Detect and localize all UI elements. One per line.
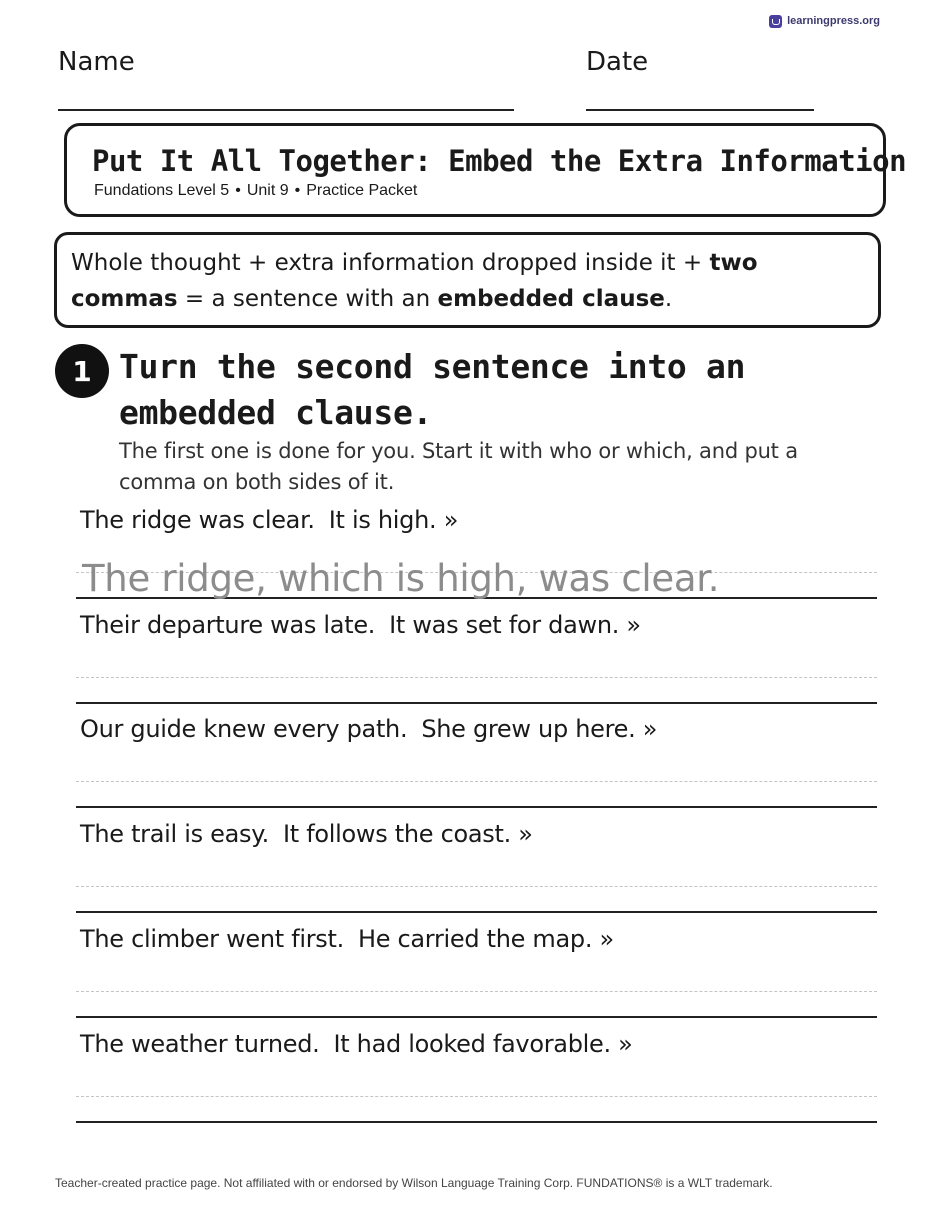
rule-bold-1: two commas [71,250,758,312]
brand-mark [769,12,880,30]
exercise-item [76,820,877,925]
writing-line[interactable] [76,702,877,704]
main-sentence: Their departure was late. [80,611,376,639]
main-sentence: The ridge was clear. [80,506,315,534]
arrow-marker: » [626,611,641,639]
arrow-marker: » [642,715,658,743]
title-box [64,123,907,217]
name-label: Name [58,47,135,77]
main-sentence: The trail is easy. [80,820,270,848]
book-icon [769,15,782,28]
name-line [58,109,514,111]
writing-line[interactable] [76,1121,877,1123]
dashed-guide-line [76,886,877,887]
exercise-prompt [80,715,657,743]
exercise-prompt [80,925,614,953]
writing-line[interactable] [76,806,877,808]
writing-line[interactable] [76,1016,877,1018]
exercise-prompt [80,506,458,534]
rule-text-1: Whole thought + extra information dropped inside it + [71,250,710,276]
subtitle-separator: • [294,182,301,199]
extra-sentence: It follows the coast. [283,820,511,848]
extra-sentence: It had looked favorable. [333,1030,611,1058]
date-label: Date [586,47,649,77]
page-title: Put It All Together: Embed the Extra Information [92,144,907,178]
writing-line[interactable] [76,911,877,913]
subtitle-packet: Practice Packet [306,182,418,199]
exercise-item [76,1030,877,1135]
extra-sentence: He carried the map. [357,925,593,953]
dashed-guide-line [76,677,877,678]
dashed-guide-line [76,781,877,782]
step-instructions: The first one is done for you. Start it with who or which, and put a comma on both sides of it. [119,439,798,494]
exercise-item [76,506,877,611]
arrow-marker: » [618,1030,633,1058]
main-sentence: The climber went first. [80,925,344,953]
exercise-prompt [80,1030,633,1058]
main-sentence: Our guide knew every path. [80,715,408,743]
extra-sentence: It is high. [328,506,437,534]
rule-box [54,232,881,328]
extra-sentence: She grew up here. [421,715,636,743]
subtitle [94,182,417,200]
arrow-marker: » [443,506,459,534]
subtitle-level: Fundations Level 5 [94,182,230,199]
exercise-prompt [80,820,533,848]
extra-sentence: It was set for dawn. [389,611,620,639]
step-heading: Turn the second sentence into an embedded clause. [119,347,746,432]
arrow-marker: » [599,925,614,953]
exercise-item [76,715,877,820]
brand-text: learningpress.org [787,15,880,27]
exercise-prompt [80,611,641,639]
rule-text-2: = a sentence with an [177,286,438,312]
footer-disclaimer: Teacher-created practice page. Not affiliated with or endorsed by Wilson Language Training Corp. FUNDATIONS® is a WLT trademark. [55,1176,773,1190]
main-sentence: The weather turned. [80,1030,320,1058]
date-line [586,109,814,111]
dashed-guide-line [76,1096,877,1097]
subtitle-separator: • [235,182,241,199]
arrow-marker: » [518,820,533,848]
step-number-badge: 1 [55,344,109,398]
exercise-item [76,925,877,1030]
dashed-guide-line [76,991,877,992]
rule-text-3: . [664,286,673,312]
rule-bold-2: embedded clause [437,286,665,312]
example-answer: The ridge, which is high, was clear. [82,557,720,600]
exercise-item [76,611,877,716]
subtitle-unit: Unit 9 [246,182,289,199]
